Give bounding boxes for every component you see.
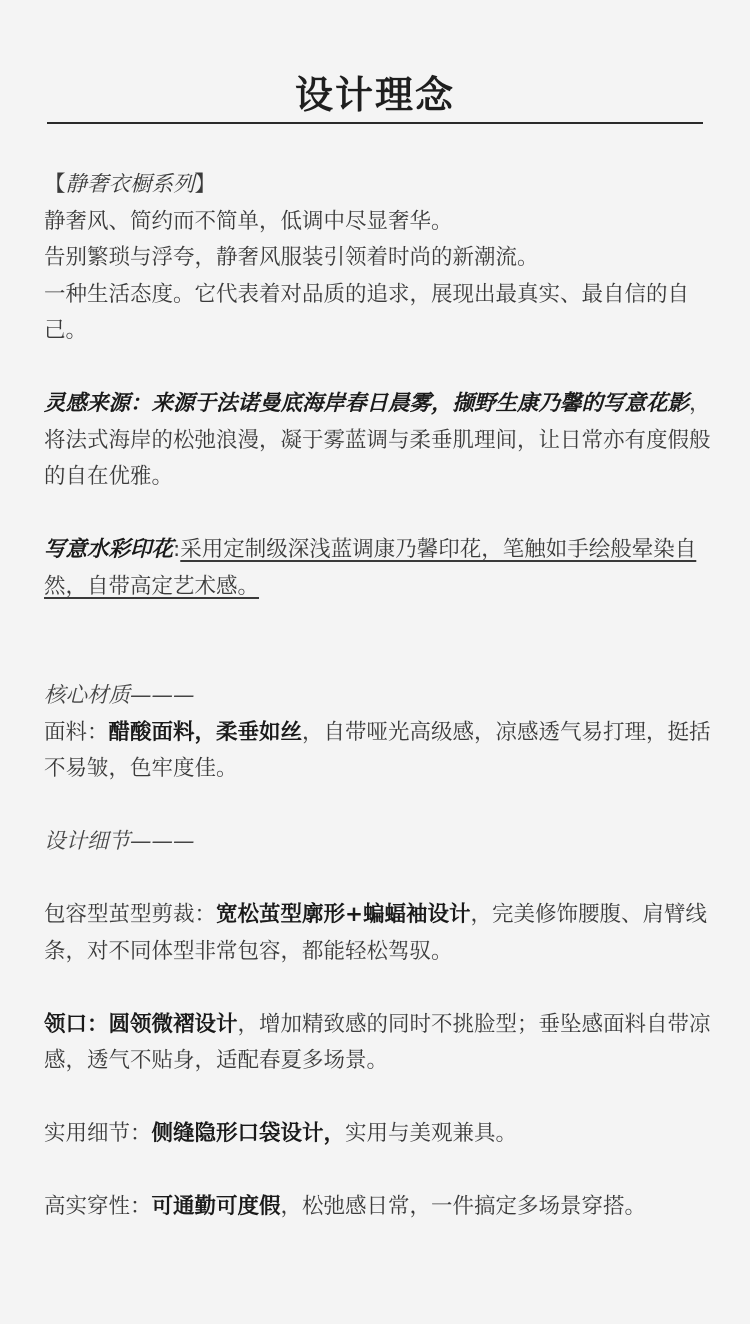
print-separator: : [173,537,181,562]
detail-item [44,1189,716,1226]
detail-item [44,897,716,970]
detail-bold: 宽松茧型廓形+蝙蝠袖设计 [216,902,471,927]
detail-text: ，完美修饰腰腹、肩臂线条，对不同体型非常包容，都能轻松驾驭。 [44,902,708,964]
detail-text: ，增加精致感的同时不挑脸型；垂坠感面料自带凉感，透气不贴身，适配春夏多场景。 [44,1011,711,1073]
series-line-3: 一种生活态度。它代表着对品质的追求，展现出最真实、最自信的自己。 [44,281,690,343]
series-paragraph [44,167,716,350]
detail-label: 包容型茧型剪裁： [44,902,217,927]
inspiration-label: 灵感来源：来源于法诺曼底海岸春日晨雾，撷野生康乃馨的写意花影 [44,391,690,416]
details-heading: 设计细节——— [44,829,195,854]
print-text: 采用定制级深浅蓝调康乃馨印花，笔触如手绘般晕染自然，自带高定艺术感。 [44,537,697,599]
page-title: 设计理念 [294,73,455,118]
inspiration-text: ，将法式海岸的松弛浪漫，凝于雾蓝调与柔垂肌理间，让日常亦有度假般的自在优雅。 [44,391,711,489]
series-bracket-close: 】 [194,172,217,197]
detail-item [44,1116,716,1153]
material-heading: 核心材质——— [44,683,195,708]
detail-text: ，松弛感日常，一件搞定多场景穿搭。 [280,1194,647,1219]
print-label: 写意水彩印花 [44,537,174,562]
detail-text: 实用与美观兼具。 [345,1121,518,1146]
detail-item [44,1007,716,1080]
series-name: 静奢衣橱系列 [65,172,195,197]
inspiration-paragraph [44,386,716,496]
series-bracket-open: 【 [44,172,66,197]
material-section [44,678,716,788]
detail-bold: 圆领微褶设计 [108,1011,238,1037]
details-heading-paragraph [44,824,716,861]
material-label: 面料： [44,719,109,745]
series-line-2: 告别繁琐与浮夸，静奢风服装引领着时尚的新潮流。 [44,245,539,270]
article-body [44,167,716,1226]
detail-bold: 可通勤可度假 [151,1194,281,1219]
detail-label: 实用细节： [44,1121,152,1146]
series-line-1: 静奢风、简约而不简单，低调中尽显奢华。 [44,208,453,234]
material-text: ，自带哑光高级感，凉感透气易打理，挺括不易皱，色牢度佳。 [44,719,711,781]
detail-label: 领口： [44,1011,109,1037]
material-bold: 醋酸面料，柔垂如丝 [108,719,303,745]
detail-label: 高实穿性： [44,1194,152,1219]
title-divider [47,122,703,124]
print-paragraph [44,532,716,605]
detail-bold: 侧缝隐形口袋设计， [151,1121,346,1146]
